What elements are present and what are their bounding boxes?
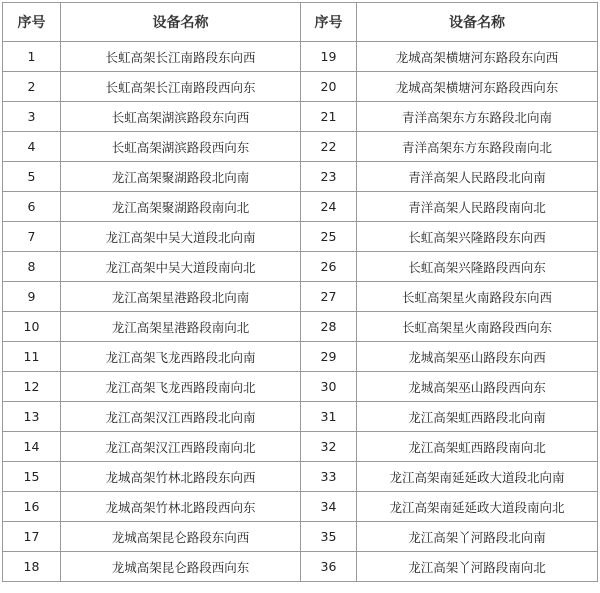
row-seq-right: 24 [301, 192, 357, 222]
row-seq-right: 22 [301, 132, 357, 162]
row-seq-right: 29 [301, 342, 357, 372]
row-seq-left: 3 [3, 102, 61, 132]
row-seq-left: 16 [3, 492, 61, 522]
table-row [3, 102, 598, 132]
table-row [3, 522, 598, 552]
row-seq-left: 4 [3, 132, 61, 162]
table-row [3, 312, 598, 342]
row-name-right: 青洋高架东方东路段南向北 [357, 132, 598, 162]
row-name-right: 龙江高架虹西路段南向北 [357, 432, 598, 462]
table-row [3, 432, 598, 462]
row-seq-left: 2 [3, 72, 61, 102]
table-row [3, 462, 598, 492]
row-name-left: 龙江高架飞龙西路段南向北 [61, 372, 301, 402]
row-name-left: 龙江高架星港路段南向北 [61, 312, 301, 342]
row-seq-right: 19 [301, 42, 357, 72]
row-name-left: 龙江高架聚湖路段北向南 [61, 162, 301, 192]
row-seq-right: 20 [301, 72, 357, 102]
row-name-left: 龙江高架星港路段北向南 [61, 282, 301, 312]
table-row [3, 192, 598, 222]
row-seq-right: 36 [301, 552, 357, 582]
row-seq-left: 15 [3, 462, 61, 492]
row-seq-right: 31 [301, 402, 357, 432]
table-row [3, 402, 598, 432]
row-seq-right: 21 [301, 102, 357, 132]
row-name-right: 龙江高架丫河路段北向南 [357, 522, 598, 552]
row-seq-left: 5 [3, 162, 61, 192]
row-name-left: 龙江高架飞龙西路段北向南 [61, 342, 301, 372]
row-name-left: 龙城高架昆仑路段西向东 [61, 552, 301, 582]
row-name-right: 长虹高架星火南路段西向东 [357, 312, 598, 342]
row-seq-left: 11 [3, 342, 61, 372]
row-name-left: 龙城高架竹林北路段西向东 [61, 492, 301, 522]
table-row [3, 72, 598, 102]
row-name-left: 长虹高架长江南路段东向西 [61, 42, 301, 72]
row-name-right: 龙城高架横塘河东路段东向西 [357, 42, 598, 72]
row-name-right: 龙江高架南延延政大道段南向北 [357, 492, 598, 522]
row-name-left: 长虹高架长江南路段西向东 [61, 72, 301, 102]
table-row [3, 162, 598, 192]
header-name-right: 设备名称 [357, 3, 598, 42]
row-name-left: 龙江高架中吴大道段北向南 [61, 222, 301, 252]
row-name-right: 青洋高架东方东路段北向南 [357, 102, 598, 132]
row-name-right: 龙城高架巫山路段东向西 [357, 342, 598, 372]
table-header [3, 3, 598, 42]
row-name-right: 青洋高架人民路段北向南 [357, 162, 598, 192]
row-name-right: 长虹高架兴隆路段西向东 [357, 252, 598, 282]
row-seq-right: 34 [301, 492, 357, 522]
row-seq-left: 18 [3, 552, 61, 582]
row-name-left: 龙江高架汉江西路段南向北 [61, 432, 301, 462]
row-name-right: 龙江高架丫河路段南向北 [357, 552, 598, 582]
row-name-right: 龙江高架南延延政大道段北向南 [357, 462, 598, 492]
row-seq-right: 23 [301, 162, 357, 192]
row-name-right: 龙城高架巫山路段西向东 [357, 372, 598, 402]
row-seq-right: 28 [301, 312, 357, 342]
row-name-right: 青洋高架人民路段南向北 [357, 192, 598, 222]
row-seq-left: 8 [3, 252, 61, 282]
table-row [3, 282, 598, 312]
table-row [3, 492, 598, 522]
table-row [3, 222, 598, 252]
row-seq-left: 9 [3, 282, 61, 312]
table-row [3, 552, 598, 582]
table-row [3, 372, 598, 402]
device-table [2, 2, 598, 582]
table-row [3, 42, 598, 72]
header-row [3, 3, 598, 42]
row-seq-right: 27 [301, 282, 357, 312]
row-seq-left: 1 [3, 42, 61, 72]
header-seq-right: 序号 [301, 3, 357, 42]
table-row [3, 252, 598, 282]
row-name-left: 长虹高架湖滨路段西向东 [61, 132, 301, 162]
header-name-left: 设备名称 [61, 3, 301, 42]
row-name-left: 龙城高架竹林北路段东向西 [61, 462, 301, 492]
row-name-right: 长虹高架星火南路段东向西 [357, 282, 598, 312]
row-name-left: 龙江高架汉江西路段北向南 [61, 402, 301, 432]
row-seq-left: 17 [3, 522, 61, 552]
row-name-right: 长虹高架兴隆路段东向西 [357, 222, 598, 252]
row-seq-right: 25 [301, 222, 357, 252]
row-name-right: 龙江高架虹西路段北向南 [357, 402, 598, 432]
row-seq-left: 6 [3, 192, 61, 222]
table-row [3, 132, 598, 162]
row-name-left: 龙城高架昆仑路段东向西 [61, 522, 301, 552]
row-seq-left: 13 [3, 402, 61, 432]
table-row [3, 342, 598, 372]
row-name-right: 龙城高架横塘河东路段西向东 [357, 72, 598, 102]
row-name-left: 龙江高架聚湖路段南向北 [61, 192, 301, 222]
row-seq-left: 10 [3, 312, 61, 342]
row-name-left: 龙江高架中吴大道段南向北 [61, 252, 301, 282]
table-body [3, 42, 598, 582]
row-seq-left: 12 [3, 372, 61, 402]
row-seq-left: 14 [3, 432, 61, 462]
row-name-left: 长虹高架湖滨路段东向西 [61, 102, 301, 132]
row-seq-right: 26 [301, 252, 357, 282]
row-seq-left: 7 [3, 222, 61, 252]
row-seq-right: 30 [301, 372, 357, 402]
header-seq-left: 序号 [3, 3, 61, 42]
row-seq-right: 35 [301, 522, 357, 552]
row-seq-right: 33 [301, 462, 357, 492]
row-seq-right: 32 [301, 432, 357, 462]
